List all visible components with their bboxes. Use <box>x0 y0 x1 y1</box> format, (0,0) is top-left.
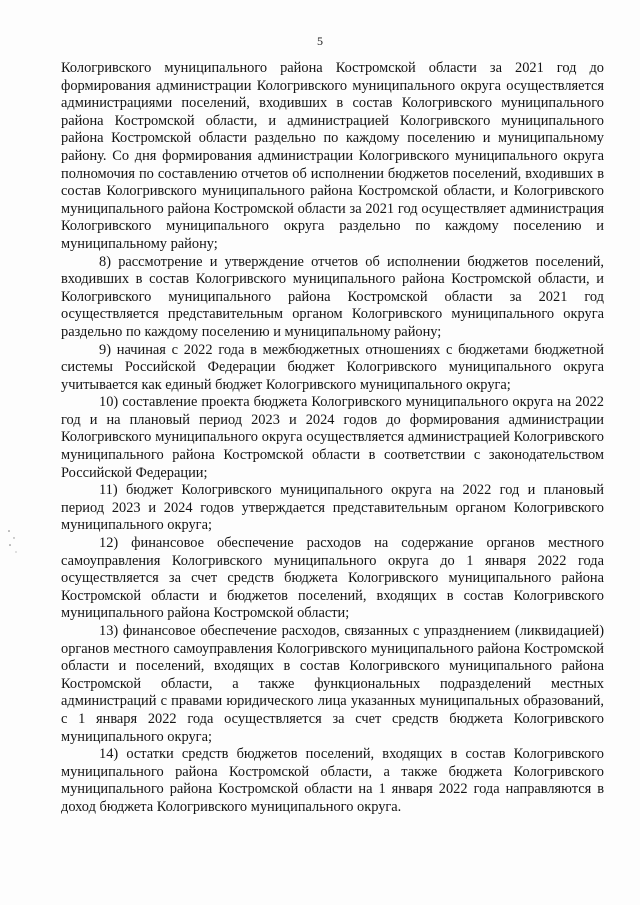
paragraph-item-8: 8) рассмотрение и утверждение отчетов об исполнении бюджетов поселений, входивших в состав Кологривского муниципального района Костромской области, и Кологривского муниципального района Костромской области за 2021 год осуществляется представительным органом Кологривского муниципального округа раздельно по каждому поселению и муниципальному району; <box>61 253 604 340</box>
document-body <box>61 60 604 817</box>
scan-margin-marks <box>6 528 20 558</box>
paragraph-continuation: Кологривского муниципального района Костромской области за 2021 год до формирования администрации Кологривского муниципального округа осуществляется администрациями поселений, входивших в состав Кологривского муниципального района Костромской области, и администрацией Кологривского муниципального района Костромской области раздельно по каждому поселению и муниципальному району. Со дня формирования администрации Кологривского муниципального округа полномочия по составлению отчетов об исполнении бюджетов поселений, входивших в состав Кологривского муниципального района Костромской области, и Кологривского муниципального района Костромской области за 2021 год осуществляет администрация Кологривского муниципального округа раздельно по каждому поселению и муниципальному району; <box>61 60 604 252</box>
paragraph-item-11: 11) бюджет Кологривского муниципального округа на 2022 год и плановый период 2023 и 2024 годов утверждается представительным органом Кологривского муниципального округа; <box>61 482 604 534</box>
paragraph-item-13: 13) финансовое обеспечение расходов, связанных с упразднением (ликвидацией) органов местного самоуправления Кологривского муниципального района Костромской области и поселений, входящих в состав Кологривского муниципального района Костромской области, а также функциональных подразделений местных администраций с правами юридического лица указанных муниципальных образований, с 1 января 2022 года осуществляется за счет средств бюджета Кологривского муниципального округа; <box>61 623 604 745</box>
paragraph-item-14: 14) остатки средств бюджетов поселений, входящих в состав Кологривского муниципального района Костромской области, а также бюджета Кологривского муниципального района Костромской области на 1 января 2022 года направляются в доход бюджета Кологривского муниципального округа. <box>61 746 604 815</box>
paragraph-item-10: 10) составление проекта бюджета Кологривского муниципального округа на 2022 год и на плановый период 2023 и 2024 годов до формирования администрации Кологривского муниципального округа осуществляется администрацией Кологривского муниципального района Костромской области в соответствии с законодательством Российской Федерации; <box>61 394 604 481</box>
page-number: 5 <box>317 34 323 48</box>
paragraph-item-12: 12) финансовое обеспечение расходов на содержание органов местного самоуправления Кологривского муниципального округа до 1 января 2022 года осуществляется за счет средств бюджета Кологривского муниципального района Костромской области и бюджетов поселений, входящих в состав Кологривского муниципального района Костромской области; <box>61 535 604 622</box>
paragraph-item-9: 9) начиная с 2022 года в межбюджетных отношениях с бюджетами бюджетной системы Российской Федерации бюджет Кологривского муниципального округа учитывается как единый бюджет Кологривского муниципального округа; <box>61 341 604 393</box>
